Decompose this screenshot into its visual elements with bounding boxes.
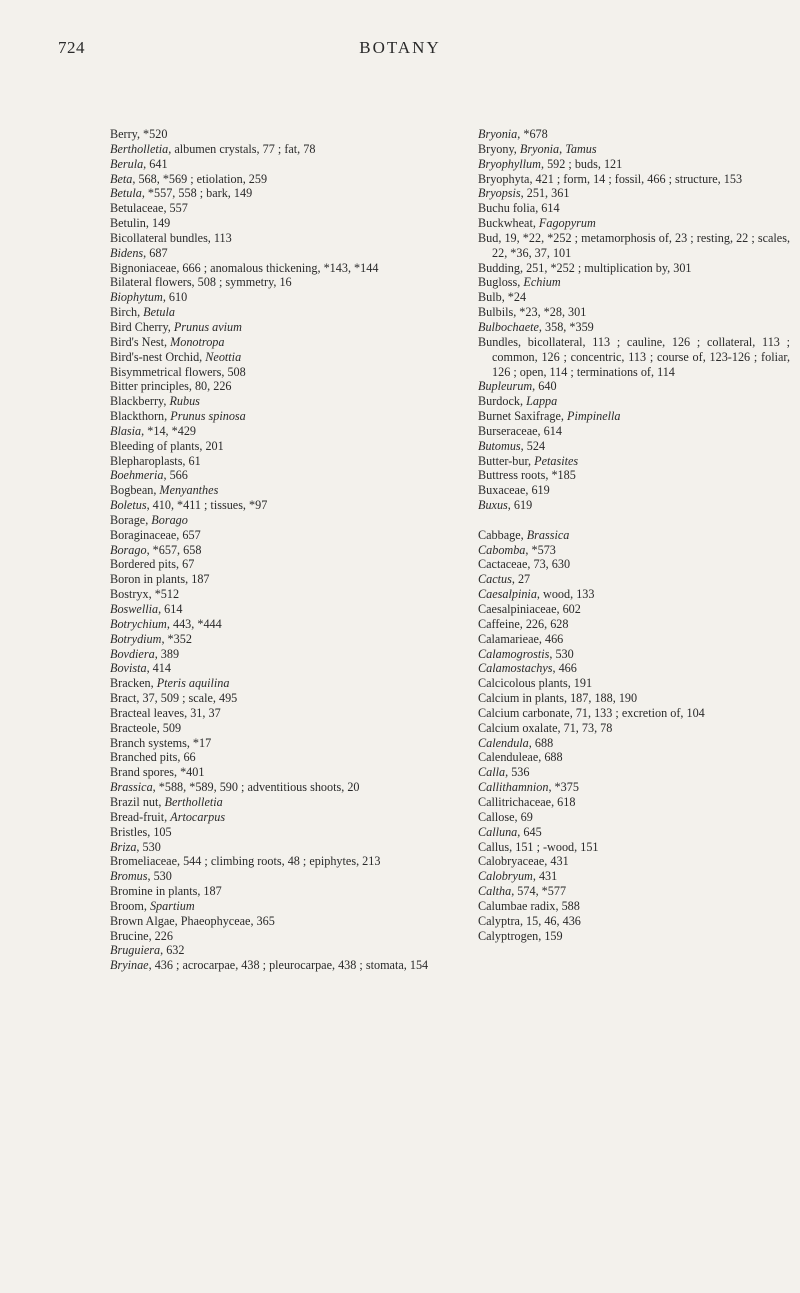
entry-text: , *588, *589, 590 ; adventitious shoots, 20 bbox=[152, 780, 360, 795]
entry-text: Bulbils, *23, *28, 301 bbox=[478, 305, 587, 320]
index-entry bbox=[110, 483, 437, 498]
entry-text: Calamarieae, 466 bbox=[478, 631, 564, 646]
index-entry bbox=[110, 661, 437, 676]
index-entry bbox=[110, 528, 437, 543]
entry-italic-text: Echium bbox=[523, 275, 561, 290]
entry-text: Calumbae radix, 588 bbox=[478, 898, 580, 913]
index-entry bbox=[110, 810, 437, 825]
entry-text: , 524 bbox=[520, 438, 546, 453]
entry-text: Brucine, 226 bbox=[110, 928, 173, 943]
entry-italic-text: Prunus avium bbox=[173, 319, 242, 334]
entry-text: Betulaceae, 557 bbox=[110, 201, 188, 216]
entry-italic-text: Brassica bbox=[526, 527, 570, 542]
entry-text: , *557, 558 ; bark, 149 bbox=[141, 186, 253, 201]
entry-text: , 410, *411 ; tissues, *97 bbox=[146, 498, 268, 513]
entry-italic-text: Caesalpinia bbox=[478, 587, 537, 602]
entry-text: , *14, *429 bbox=[141, 423, 196, 438]
index-entry bbox=[110, 365, 437, 380]
entry-text: , 466 bbox=[552, 661, 577, 676]
entry-text: , 530 bbox=[147, 869, 172, 884]
index-entry bbox=[478, 810, 790, 825]
entry-text: Bryophyta, 421 ; form, 14 ; fossil, 466 ; structure, 153 bbox=[478, 171, 743, 186]
entry-text: Burnet Saxifrage, bbox=[478, 409, 568, 424]
index-entry bbox=[110, 825, 437, 840]
index-entry bbox=[110, 424, 437, 439]
entry-italic-text: Fagopyrum bbox=[538, 216, 596, 231]
entry-italic-text: Betula bbox=[143, 305, 175, 320]
entry-italic-text: Butomus bbox=[478, 438, 521, 453]
entry-text: Bird Cherry, bbox=[110, 319, 174, 334]
index-entry bbox=[478, 587, 790, 602]
index-entry bbox=[110, 958, 437, 973]
entry-text: , wood, 133 bbox=[536, 587, 595, 602]
index-entry bbox=[478, 617, 790, 632]
index-entry bbox=[478, 216, 790, 231]
index-entry bbox=[110, 439, 437, 454]
entry-text: , 614 bbox=[158, 602, 183, 616]
entry-text: Boron in plants, 187 bbox=[110, 572, 210, 587]
entry-text: Brown Algae, Phaeophyceae, 365 bbox=[110, 913, 275, 928]
index-entry bbox=[478, 869, 790, 884]
entry-italic-text: Artocarpus bbox=[170, 809, 226, 824]
index-entry bbox=[110, 795, 437, 810]
index-entry bbox=[110, 142, 437, 157]
entry-italic-text: Botrydium bbox=[110, 631, 162, 646]
entry-italic-text: Biophytum bbox=[110, 290, 163, 305]
entry-text: , *375 bbox=[548, 780, 579, 795]
page-number: 724 bbox=[58, 38, 85, 57]
entry-text: Cabbage, bbox=[478, 527, 527, 542]
index-entry bbox=[478, 780, 790, 795]
index-entry bbox=[478, 854, 790, 869]
index-entry bbox=[478, 765, 790, 780]
entry-text: Calcicolous plants, 191 bbox=[478, 676, 593, 691]
index-entry bbox=[110, 884, 437, 899]
index-entry bbox=[110, 157, 437, 172]
entry-italic-text: Bertholletia bbox=[164, 794, 223, 809]
entry-text: Bilateral flowers, 508 ; symmetry, 16 bbox=[110, 275, 292, 290]
index-entry bbox=[110, 943, 437, 958]
index-entry bbox=[478, 929, 790, 944]
index-entry bbox=[478, 706, 790, 721]
index-column-left bbox=[110, 127, 437, 973]
entry-italic-text: Bryonia bbox=[478, 127, 518, 141]
entry-italic-text: Boehmeria bbox=[110, 468, 164, 483]
entry-text: Birch, bbox=[110, 305, 144, 320]
entry-italic-text: Calla bbox=[478, 765, 506, 780]
entry-text: Calyptrogen, 159 bbox=[478, 928, 563, 943]
index-entry bbox=[110, 706, 437, 721]
entry-text: Bread-fruit, bbox=[110, 809, 171, 824]
index-entry bbox=[478, 825, 790, 840]
entry-text: , 530 bbox=[136, 839, 161, 854]
index-entry bbox=[110, 676, 437, 691]
entry-text: Calyptra, 15, 46, 436 bbox=[478, 913, 581, 928]
entry-text: Buckwheat, bbox=[478, 216, 539, 231]
entry-italic-text: Brassica bbox=[110, 780, 153, 795]
index-entry bbox=[478, 439, 790, 454]
index-entry bbox=[478, 602, 790, 617]
entry-text: Bird's Nest, bbox=[110, 334, 171, 349]
index-entry bbox=[110, 172, 437, 187]
entry-text: , 566 bbox=[163, 468, 188, 483]
index-entry bbox=[110, 647, 437, 662]
index-entry bbox=[478, 201, 790, 216]
entry-text: , 27 bbox=[511, 572, 531, 587]
index-entry bbox=[110, 498, 437, 513]
entry-italic-text: Bryophyllum bbox=[478, 156, 541, 171]
entry-text: , 592 ; buds, 121 bbox=[540, 156, 623, 171]
entry-text: Berry, *520 bbox=[110, 127, 168, 141]
entry-italic-text: Bertholletia bbox=[110, 141, 169, 156]
index-entry bbox=[110, 736, 437, 751]
entry-text: Bud, 19, *22, *252 ; metamorphosis of, 23 ; resting, 22 ; scales, 22, *36, 37, 101 bbox=[478, 230, 790, 260]
entry-italic-text: Boletus bbox=[110, 498, 147, 513]
entry-text: Bracteal leaves, 31, 37 bbox=[110, 705, 221, 720]
entry-text: Brand spores, *401 bbox=[110, 765, 205, 780]
index-entry bbox=[478, 231, 790, 261]
index-entry bbox=[478, 676, 790, 691]
entry-italic-text: Tamus bbox=[565, 141, 597, 156]
index-entry bbox=[110, 691, 437, 706]
index-entry bbox=[110, 929, 437, 944]
entry-text: Burseraceae, 614 bbox=[478, 423, 562, 438]
index-entry bbox=[110, 468, 437, 483]
entry-italic-text: Petasites bbox=[534, 453, 579, 468]
entry-italic-text: Bovista bbox=[110, 661, 147, 676]
entry-text: , 641 bbox=[143, 156, 168, 171]
index-entry bbox=[478, 483, 790, 498]
index-entry bbox=[110, 780, 437, 795]
entry-text: Branched pits, 66 bbox=[110, 750, 196, 765]
entry-text: , bbox=[559, 141, 566, 156]
index-entry bbox=[478, 632, 790, 647]
entry-italic-text: Bulbochaete bbox=[478, 319, 539, 334]
entry-text: Callitrichaceae, 618 bbox=[478, 794, 576, 809]
index-entry bbox=[478, 840, 790, 855]
page-header bbox=[0, 38, 800, 68]
entry-text: Broom, bbox=[110, 898, 150, 913]
entry-text: , 568, *569 ; etiolation, 259 bbox=[132, 171, 268, 186]
index-entry bbox=[110, 899, 437, 914]
entry-italic-text: Beta bbox=[110, 171, 133, 186]
entry-text: Bird's-nest Orchid, bbox=[110, 349, 206, 364]
entry-text: Blackberry, bbox=[110, 394, 170, 409]
index-entry bbox=[478, 528, 790, 543]
entry-italic-text: Calendula bbox=[478, 735, 529, 750]
index-entry bbox=[478, 498, 790, 513]
entry-italic-text: Buxus bbox=[478, 498, 508, 513]
index-entry bbox=[110, 261, 437, 276]
index-entry bbox=[478, 572, 790, 587]
index-entry bbox=[110, 543, 437, 558]
index-entry bbox=[110, 186, 437, 201]
entry-text: Bogbean, bbox=[110, 483, 160, 498]
index-entry bbox=[110, 557, 437, 572]
entry-text: , *678 bbox=[517, 127, 548, 141]
entry-text: Bromeliaceae, 544 ; climbing roots, 48 ; epiphytes, 213 bbox=[110, 854, 381, 869]
entry-text: Bromine in plants, 187 bbox=[110, 884, 222, 899]
index-entry bbox=[110, 231, 437, 246]
entry-text: , 414 bbox=[146, 661, 171, 676]
index-entry bbox=[478, 750, 790, 765]
entry-text: , *573 bbox=[525, 542, 556, 557]
entry-text: , 640 bbox=[532, 379, 557, 394]
entry-italic-text: Cactus bbox=[478, 572, 512, 587]
index-entry bbox=[478, 454, 790, 469]
entry-text: Butter-bur, bbox=[478, 453, 535, 468]
entry-text: , *352 bbox=[161, 631, 192, 646]
entry-text: Blackthorn, bbox=[110, 409, 171, 424]
index-entry bbox=[110, 127, 437, 142]
entry-text: Calenduleae, 688 bbox=[478, 750, 563, 765]
entry-italic-text: Borago bbox=[151, 512, 188, 527]
entry-text: Borage, bbox=[110, 512, 152, 527]
index-entry bbox=[478, 468, 790, 483]
index-column-right bbox=[478, 127, 790, 943]
index-entry bbox=[110, 721, 437, 736]
entry-text: , 687 bbox=[143, 245, 168, 260]
entry-italic-text: Pteris aquilina bbox=[156, 676, 230, 691]
index-entry bbox=[478, 172, 790, 187]
index-entry bbox=[478, 661, 790, 676]
index-entry bbox=[110, 587, 437, 602]
index-entry bbox=[478, 394, 790, 409]
entry-text: Bostryx, *512 bbox=[110, 587, 180, 602]
entry-text: Bordered pits, 67 bbox=[110, 557, 195, 572]
entry-text: , *657, 658 bbox=[146, 542, 202, 557]
index-entry bbox=[110, 914, 437, 929]
index-entry bbox=[110, 869, 437, 884]
entry-italic-text: Bryonia bbox=[519, 141, 560, 156]
index-entry bbox=[478, 914, 790, 929]
entry-text: Buchu folia, 614 bbox=[478, 201, 560, 216]
entry-text: Bugloss, bbox=[478, 275, 524, 290]
entry-text: Boraginaceae, 657 bbox=[110, 527, 201, 542]
entry-italic-text: Berula bbox=[110, 156, 144, 171]
entry-text: Callose, 69 bbox=[478, 809, 533, 824]
index-entry bbox=[478, 736, 790, 751]
entry-text: , 530 bbox=[549, 646, 574, 661]
entry-text: Budding, 251, *252 ; multiplication by, 301 bbox=[478, 260, 692, 275]
entry-text: Calcium oxalate, 71, 73, 78 bbox=[478, 720, 613, 735]
running-head: BOTANY bbox=[359, 38, 441, 57]
entry-italic-text: Spartium bbox=[149, 898, 195, 913]
entry-italic-text: Calobryum bbox=[478, 869, 533, 884]
index-entry bbox=[478, 647, 790, 662]
index-entry bbox=[110, 572, 437, 587]
index-entry bbox=[110, 394, 437, 409]
entry-italic-text: Bovdiera bbox=[110, 646, 155, 661]
index-entry bbox=[478, 721, 790, 736]
entry-text: , 574, *577 bbox=[511, 884, 567, 899]
index-entry bbox=[110, 320, 437, 335]
entry-text: Bryony, bbox=[478, 141, 520, 156]
index-entry bbox=[110, 750, 437, 765]
entry-italic-text: Bryinae bbox=[110, 958, 149, 973]
index-entry bbox=[478, 186, 790, 201]
entry-italic-text: Betula bbox=[110, 186, 142, 201]
index-entry bbox=[110, 854, 437, 869]
entry-text: , 358, *359 bbox=[538, 319, 594, 334]
entry-text: , 389 bbox=[154, 646, 180, 661]
entry-italic-text: Rubus bbox=[169, 394, 200, 409]
entry-text: Bignoniaceae, 666 ; anomalous thickening, *143, *144 bbox=[110, 260, 379, 275]
index-entry bbox=[110, 290, 437, 305]
entry-text: , 436 ; acrocarpae, 438 ; pleurocarpae, 438 ; stomata, 154 bbox=[148, 958, 429, 973]
section-gap bbox=[478, 513, 790, 528]
index-entry bbox=[478, 691, 790, 706]
entry-italic-text: Menyanthes bbox=[159, 483, 219, 498]
index-entry bbox=[110, 335, 437, 350]
index-entry bbox=[110, 765, 437, 780]
index-entry bbox=[110, 454, 437, 469]
entry-text: Burdock, bbox=[478, 394, 527, 409]
entry-italic-text: Monotropa bbox=[170, 334, 225, 349]
entry-text: , 688 bbox=[528, 735, 554, 750]
index-entry bbox=[110, 305, 437, 320]
entry-italic-text: Caltha bbox=[478, 884, 512, 899]
index-entry bbox=[110, 840, 437, 855]
entry-text: Branch systems, *17 bbox=[110, 735, 212, 750]
entry-text: Brazil nut, bbox=[110, 794, 165, 809]
entry-text: Caesalpiniaceae, 602 bbox=[478, 602, 581, 616]
index-entry bbox=[478, 127, 790, 142]
entry-text: Cactaceae, 73, 630 bbox=[478, 557, 571, 572]
entry-text: , 610 bbox=[162, 290, 188, 305]
entry-text: Betulin, 149 bbox=[110, 216, 171, 231]
entry-text: , 431 bbox=[532, 869, 558, 884]
index-entry bbox=[110, 409, 437, 424]
index-entry bbox=[110, 379, 437, 394]
index-entry bbox=[110, 201, 437, 216]
index-entry bbox=[110, 216, 437, 231]
index-entry bbox=[110, 602, 437, 617]
entry-italic-text: Calamostachys bbox=[478, 661, 553, 676]
index-entry bbox=[110, 617, 437, 632]
entry-text: Bundles, bicollateral, 113 ; cauline, 126 ; collateral, 113 ; common, 126 ; concentric, 113 ; course of, 123-126 ; foliar, 126 ; open, 114 ; terminations of, 114 bbox=[478, 334, 790, 379]
entry-text: Bicollateral bundles, 113 bbox=[110, 230, 232, 245]
index-entry bbox=[478, 157, 790, 172]
entry-text: , 619 bbox=[507, 498, 533, 513]
index-entry bbox=[478, 335, 790, 380]
entry-text: Calcium in plants, 187, 188, 190 bbox=[478, 691, 638, 706]
index-entry bbox=[478, 557, 790, 572]
entry-italic-text: Borago bbox=[110, 542, 147, 557]
entry-text: Calcium carbonate, 71, 133 ; excretion of, 104 bbox=[478, 705, 705, 720]
entry-text: Bitter principles, 80, 226 bbox=[110, 379, 232, 394]
entry-text: , 536 bbox=[505, 765, 530, 780]
index-entry bbox=[478, 795, 790, 810]
entry-text: Bleeding of plants, 201 bbox=[110, 438, 224, 453]
entry-italic-text: Blasia bbox=[110, 423, 142, 438]
index-entry bbox=[478, 884, 790, 899]
index-entry bbox=[110, 246, 437, 261]
entry-italic-text: Neottia bbox=[205, 349, 242, 364]
entry-italic-text: Botrychium bbox=[110, 616, 167, 631]
entry-text: Blepharoplasts, 61 bbox=[110, 453, 201, 468]
entry-text: , 443, *444 bbox=[166, 616, 222, 631]
entry-italic-text: Boswellia bbox=[110, 602, 159, 616]
entry-text: Bract, 37, 509 ; scale, 495 bbox=[110, 691, 238, 706]
index-entry bbox=[478, 899, 790, 914]
index-entry bbox=[478, 142, 790, 157]
index-entry bbox=[478, 543, 790, 558]
entry-italic-text: Bryopsis bbox=[478, 186, 521, 201]
entry-italic-text: Bidens bbox=[110, 245, 144, 260]
entry-text: Bracteole, 509 bbox=[110, 720, 182, 735]
index-entry bbox=[478, 261, 790, 276]
entry-italic-text: Bruguiera bbox=[110, 943, 161, 958]
entry-italic-text: Lappa bbox=[526, 394, 558, 409]
index-entry bbox=[478, 379, 790, 394]
entry-italic-text: Prunus spinosa bbox=[170, 409, 246, 424]
entry-italic-text: Bromus bbox=[110, 869, 148, 884]
entry-text: Bulb, *24 bbox=[478, 290, 527, 305]
index-entry bbox=[478, 424, 790, 439]
entry-italic-text: Callithamnion bbox=[478, 780, 549, 795]
entry-text: Caffeine, 226, 628 bbox=[478, 616, 569, 631]
index-entry bbox=[110, 350, 437, 365]
entry-italic-text: Calluna bbox=[478, 824, 518, 839]
entry-text: Bristles, 105 bbox=[110, 824, 172, 839]
index-entry bbox=[478, 275, 790, 290]
index-entry bbox=[110, 275, 437, 290]
entry-text: Calobryaceae, 431 bbox=[478, 854, 569, 869]
index-entry bbox=[478, 409, 790, 424]
entry-text: Buxaceae, 619 bbox=[478, 483, 550, 498]
entry-text: Bracken, bbox=[110, 676, 157, 691]
entry-text: , 632 bbox=[160, 943, 185, 958]
entry-text: Buttress roots, *185 bbox=[478, 468, 576, 483]
index-entry bbox=[478, 320, 790, 335]
entry-italic-text: Briza bbox=[110, 839, 137, 854]
index-entry bbox=[478, 305, 790, 320]
entry-italic-text: Calamogrostis bbox=[478, 646, 550, 661]
entry-italic-text: Cabomba bbox=[478, 542, 526, 557]
entry-text: Callus, 151 ; -wood, 151 bbox=[478, 839, 599, 854]
index-entry bbox=[478, 290, 790, 305]
index-entry bbox=[110, 632, 437, 647]
entry-italic-text: Pimpinella bbox=[567, 409, 621, 424]
entry-italic-text: Bupleurum bbox=[478, 379, 533, 394]
entry-text: , 251, 361 bbox=[520, 186, 570, 201]
index-entry bbox=[110, 513, 437, 528]
entry-text: Bisymmetrical flowers, 508 bbox=[110, 364, 246, 379]
entry-text: , 645 bbox=[517, 824, 542, 839]
entry-text: , albumen crystals, 77 ; fat, 78 bbox=[168, 141, 316, 156]
